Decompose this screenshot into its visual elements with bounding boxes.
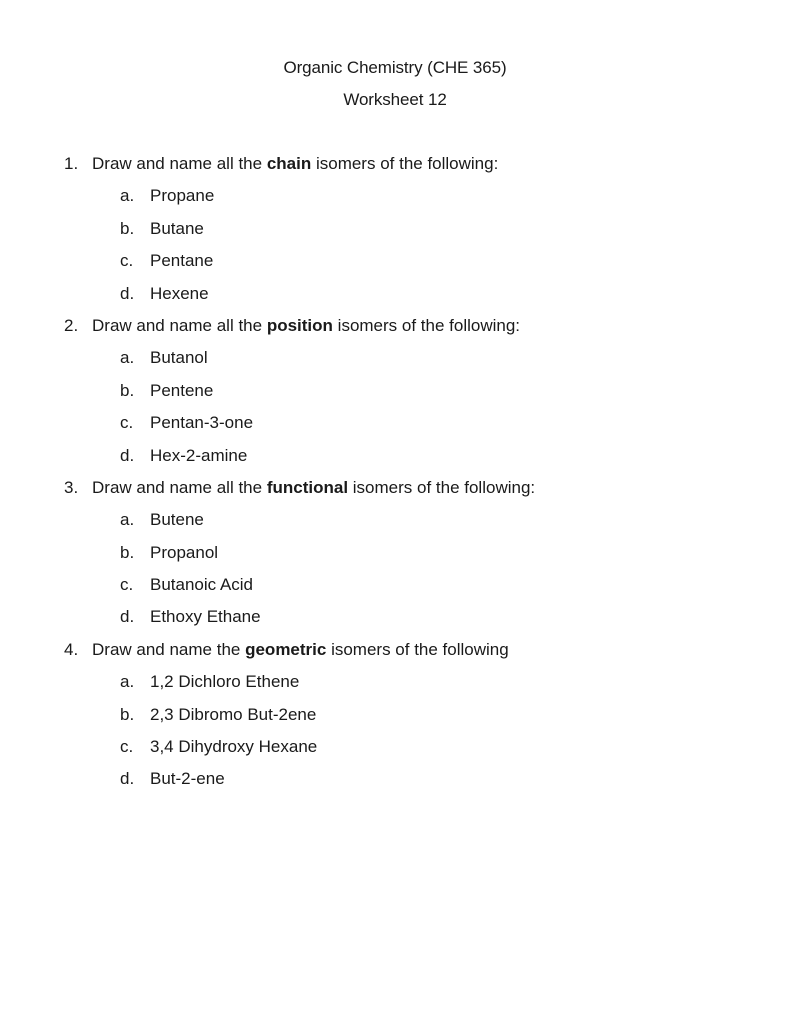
item-text: 2,3 Dibromo But-2ene [150,704,317,724]
question-number: 2. [64,315,79,335]
item-letter: a. [120,510,135,530]
question-1 [0,153,790,185]
question-text [92,639,509,661]
question-prefix: Draw and name the [92,639,246,659]
list-item [0,347,790,379]
list-item [0,768,790,800]
list-item [0,704,790,736]
list-item [0,736,790,768]
question-4 [0,639,790,671]
list-item [0,185,790,217]
item-letter: d. [120,607,135,627]
list-item [0,250,790,282]
item-letter: b. [120,218,135,238]
item-letter: d. [120,445,135,465]
item-text: Butanoic Acid [150,575,254,595]
course-title: Organic Chemistry (CHE 365) [283,58,507,77]
item-letter: a. [120,186,135,206]
item-text: 1,2 Dichloro Ethene [150,672,300,692]
list-item [0,509,790,541]
list-item [0,412,790,444]
item-text: 3,4 Dihydroxy Hexane [150,737,318,757]
list-item [0,574,790,606]
list-item [0,380,790,412]
item-text: Pentan-3-one [150,413,254,433]
item-text: Hex-2-amine [150,445,248,465]
item-text: Butene [150,510,204,530]
question-keyword: functional [266,477,349,497]
question-suffix: isomers of the following: [348,477,536,497]
question-text [92,477,535,499]
item-text: Hexene [150,283,209,303]
question-prefix: Draw and name all the [92,477,267,497]
item-text: Butanol [150,348,208,368]
item-text: Pentene [150,380,214,400]
question-number: 3. [64,477,79,497]
item-letter: d. [120,769,135,789]
question-keyword: geometric [245,639,327,659]
list-item [0,218,790,250]
question-text [92,153,498,175]
item-text: Ethoxy Ethane [150,607,261,627]
question-suffix: isomers of the following: [332,315,521,335]
item-letter: c. [120,575,134,595]
question-prefix: Draw and name all the [92,154,267,173]
list-item [0,606,790,638]
item-text: Propanol [150,542,219,562]
question-number: 4. [64,639,79,659]
item-text: But-2-ene [150,769,225,789]
item-letter: c. [120,737,134,757]
question-keyword: chain [266,154,312,173]
item-letter: a. [120,348,135,368]
item-text: Pentane [150,251,214,271]
item-letter: c. [120,251,134,271]
list-item [0,445,790,477]
question-2 [0,315,790,347]
item-letter: b. [120,542,135,562]
question-list [0,153,790,801]
worksheet-title: Worksheet 12 [343,90,447,109]
list-item [0,283,790,315]
question-suffix: isomers of the following: [311,154,499,173]
question-3 [0,477,790,509]
list-item [0,542,790,574]
item-text: Butane [150,218,204,238]
question-keyword: position [266,315,333,335]
item-letter: c. [120,413,134,433]
item-letter: a. [120,672,135,692]
question-number: 1. [64,154,79,173]
item-text: Propane [150,186,215,206]
question-suffix: isomers of the following [326,639,509,659]
item-letter: b. [120,704,135,724]
list-item [0,671,790,703]
question-text [92,315,520,337]
item-letter: b. [120,380,135,400]
item-letter: d. [120,283,135,303]
question-prefix: Draw and name all the [92,315,267,335]
